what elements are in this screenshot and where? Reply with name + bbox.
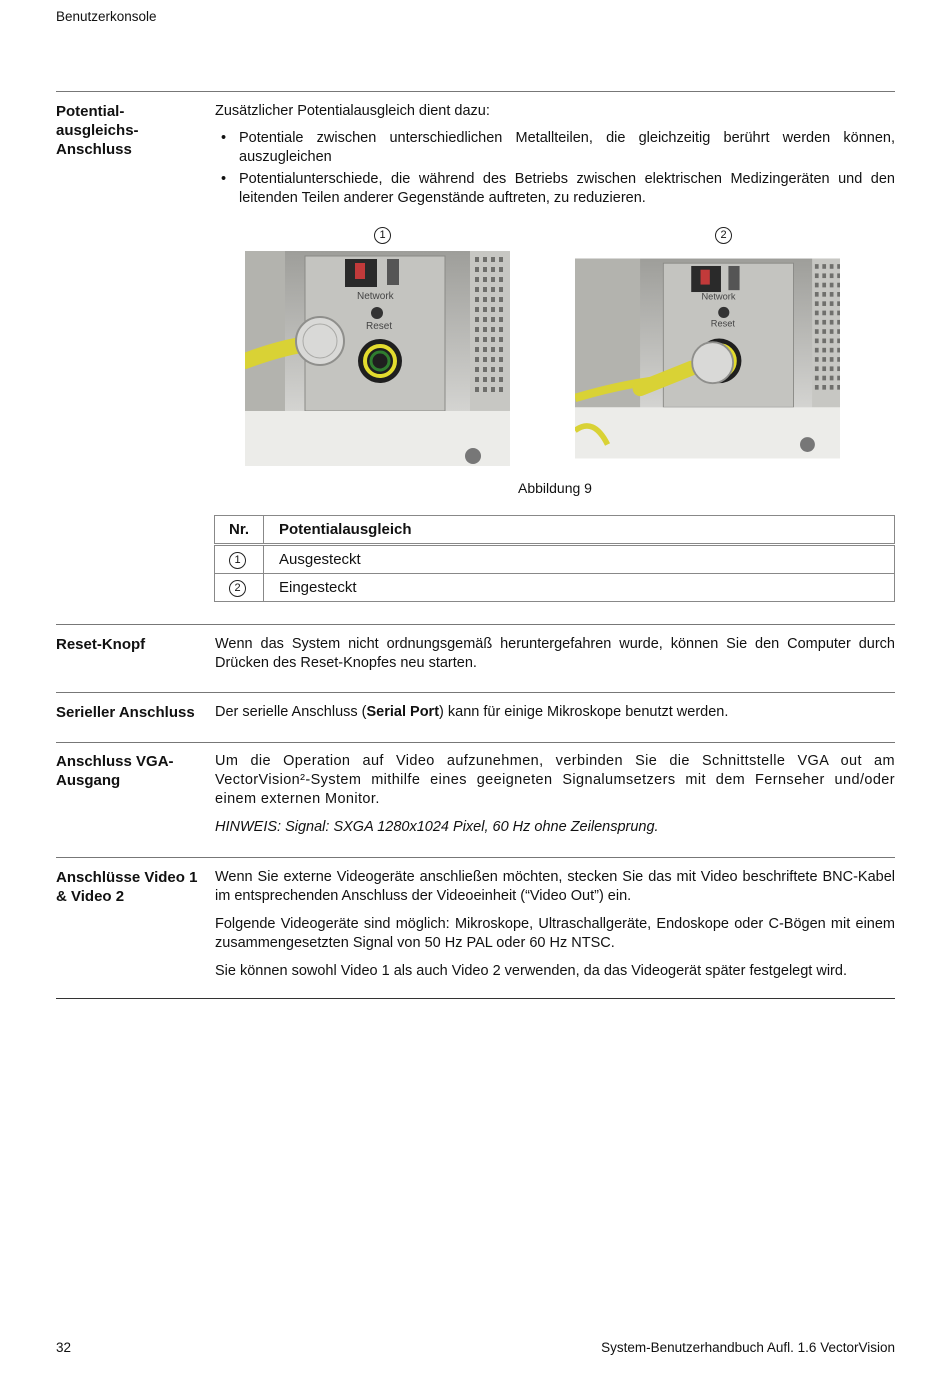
- serial-text: Der serielle Anschluss (Serial Port) kann für einige Mikroskope benutzt werden.: [215, 704, 729, 720]
- vent-hole: [815, 301, 819, 306]
- table-cell-text: Eingesteckt: [264, 574, 895, 602]
- vent-hole: [837, 376, 840, 381]
- section-end-divider: [56, 998, 895, 999]
- video-paragraph: Wenn Sie externe Videogeräte anschließen möchten, stecken Sie das mit Video beschriftete BNC-Kabel im entsprechenden Anschluss der Videoeinheit (“Video Out”) ein.: [215, 869, 895, 904]
- vent-hole: [475, 257, 479, 262]
- vent-hole: [499, 277, 503, 282]
- vent-hole: [815, 320, 819, 325]
- section-label-vga: [56, 752, 206, 790]
- table-row: [215, 545, 895, 574]
- photo-plugged: [575, 251, 840, 466]
- section-body-reset: [215, 635, 895, 673]
- section-divider: [56, 692, 895, 693]
- vent-hole: [483, 307, 487, 312]
- vent-hole: [499, 307, 503, 312]
- vent-hole: [830, 329, 834, 334]
- table-header-nr: Nr.: [215, 516, 264, 545]
- vent-hole: [491, 287, 495, 292]
- side-port: [387, 259, 399, 285]
- vent-hole: [815, 273, 819, 278]
- ground-plug-inserted: [692, 342, 733, 383]
- vent-hole: [815, 283, 819, 288]
- vent-hole: [830, 301, 834, 306]
- page-number: 32: [56, 1340, 72, 1355]
- vent-hole: [822, 329, 826, 334]
- label-line: Potential-: [56, 103, 125, 120]
- vent-hole: [483, 277, 487, 282]
- vent-hole: [491, 357, 495, 362]
- vent-hole: [475, 267, 479, 272]
- vent-hole: [830, 311, 834, 316]
- vent-hole: [499, 297, 503, 302]
- vga-text: Um die Operation auf Video aufzunehmen, verbinden Sie die Schnittstelle VGA out am VectorVision²-System mithilfe eines geeigneten Signalumsetzers mit dem Fernseher und/oder einem externen Monitor.: [215, 753, 895, 807]
- vent-hole: [499, 327, 503, 332]
- vent-hole: [830, 264, 834, 269]
- video-paragraph: Folgende Videogeräte sind möglich: Mikroskope, Ultraschallgeräte, Endoskope oder C-Bögen mit einem zusammengesetzten Signal von 50 Hz PAL oder 60 Hz NTSC.: [215, 916, 895, 951]
- vent-hole: [483, 257, 487, 262]
- screw: [465, 448, 481, 464]
- vent-hole: [830, 376, 834, 381]
- network-label: Network: [357, 291, 394, 302]
- screw: [800, 437, 815, 452]
- vent-hole: [491, 297, 495, 302]
- vent-hole: [830, 320, 834, 325]
- vent-hole: [830, 339, 834, 344]
- vent-hole: [483, 297, 487, 302]
- vent-hole: [499, 377, 503, 382]
- table-cell-nr: [215, 545, 264, 574]
- vent-hole: [483, 367, 487, 372]
- vent-hole: [822, 339, 826, 344]
- section-body-potential: [215, 102, 895, 211]
- port-plate: [663, 263, 793, 407]
- panel-edge: [245, 251, 285, 411]
- manual-title: System-Benutzerhandbuch Aufl. 1.6 VectorVision: [601, 1340, 895, 1355]
- reset-text: Wenn das System nicht ordnungsgemäß heruntergefahren wurde, können Sie den Computer durch Drücken des Reset-Knopfes neu starten.: [215, 636, 895, 671]
- vent-hole: [483, 357, 487, 362]
- network-label: Network: [701, 291, 736, 302]
- side-port: [728, 266, 739, 290]
- potential-table: [214, 515, 895, 602]
- video-paragraph: Sie können sowohl Video 1 als auch Video 2 verwenden, da das Videogerät später festgelegt wird.: [215, 963, 847, 979]
- vent-hole: [491, 327, 495, 332]
- vent-hole: [815, 292, 819, 297]
- vent-hole: [815, 357, 819, 362]
- photo-unplugged: [245, 251, 510, 466]
- figure-caption: Abbildung 9: [518, 480, 592, 496]
- vent-hole: [499, 257, 503, 262]
- reset-button: [718, 307, 729, 318]
- vent-hole: [830, 385, 834, 390]
- vent-hole: [822, 366, 826, 371]
- vent-hole: [837, 339, 840, 344]
- section-body-vga: [215, 752, 895, 837]
- vent-hole: [491, 267, 495, 272]
- vent-hole: [837, 320, 840, 325]
- vent-hole: [475, 287, 479, 292]
- vent-hole: [483, 327, 487, 332]
- vent-hole: [499, 267, 503, 272]
- vent-hole: [475, 307, 479, 312]
- vent-hole: [822, 320, 826, 325]
- vent-hole: [499, 287, 503, 292]
- section-label-reset: Reset-Knopf: [56, 636, 146, 653]
- reset-label: Reset: [710, 318, 736, 329]
- intro-text: Zusätzlicher Potentialausgleich dient dazu:: [215, 103, 490, 119]
- vent-hole: [483, 287, 487, 292]
- vent-hole: [830, 283, 834, 288]
- bullet-item: • Potentiale zwischen unterschiedlichen Metallteilen, die gleichzeitig berührt werden können, auszugleichen: [215, 129, 895, 167]
- vent-hole: [491, 317, 495, 322]
- vent-hole: [483, 317, 487, 322]
- vent-hole: [499, 357, 503, 362]
- reset-button: [371, 307, 383, 319]
- vent-hole: [499, 367, 503, 372]
- section-label-potential: [56, 102, 206, 159]
- table-header-potential: Potentialausgleich: [264, 516, 895, 545]
- vent-hole: [483, 377, 487, 382]
- figure-marker-2: 2: [715, 227, 732, 244]
- number-circle: 1: [229, 552, 246, 569]
- vent-hole: [822, 348, 826, 353]
- network-led: [701, 270, 710, 285]
- section-divider: [56, 857, 895, 858]
- vent-hole: [815, 366, 819, 371]
- network-led: [355, 263, 365, 279]
- table-cell-text: Ausgesteckt: [264, 545, 895, 574]
- vent-hole: [475, 387, 479, 392]
- section-divider: [56, 742, 895, 743]
- vent-hole: [483, 387, 487, 392]
- bullet-item: • Potentialunterschiede, die während des Betriebs zwischen elektrischen Medizingeräten und den leitenden Teilen anderer Gegenstände auftreten, zu reduzieren.: [215, 170, 895, 208]
- vent-hole: [837, 292, 840, 297]
- vga-note: HINWEIS: Signal: SXGA 1280x1024 Pixel, 60 Hz ohne Zeilensprung.: [215, 819, 659, 835]
- vent-hole: [837, 301, 840, 306]
- vent-hole: [483, 337, 487, 342]
- vent-hole: [491, 257, 495, 262]
- label-line: & Video 2: [56, 888, 125, 905]
- vent-hole: [815, 376, 819, 381]
- vent-hole: [837, 311, 840, 316]
- vent-hole: [475, 357, 479, 362]
- label-line: Anschluss: [56, 141, 132, 158]
- vent-hole: [837, 357, 840, 362]
- section-body-serial: [215, 703, 895, 722]
- vent-hole: [815, 348, 819, 353]
- figure-marker-1: 1: [374, 227, 391, 244]
- vent-hole: [822, 385, 826, 390]
- number-circle: 2: [229, 580, 246, 597]
- table-header-row: [215, 516, 895, 545]
- vent-hole: [815, 339, 819, 344]
- section-divider: [56, 91, 895, 92]
- vent-hole: [822, 292, 826, 297]
- vent-hole: [830, 348, 834, 353]
- table-row: [215, 574, 895, 602]
- vent-hole: [815, 264, 819, 269]
- vent-hole: [830, 357, 834, 362]
- vent-hole: [491, 347, 495, 352]
- vent-hole: [475, 377, 479, 382]
- vent-hole: [837, 329, 840, 334]
- section-label-serial: Serieller Anschluss: [56, 704, 195, 721]
- vent-hole: [499, 337, 503, 342]
- serial-port-term: Serial Port: [366, 704, 440, 720]
- running-head: Benutzerkonsole: [56, 9, 157, 24]
- vent-hole: [491, 337, 495, 342]
- vent-hole: [822, 301, 826, 306]
- vent-hole: [815, 311, 819, 316]
- vent-hole: [837, 348, 840, 353]
- vent-hole: [822, 273, 826, 278]
- vent-hole: [475, 297, 479, 302]
- vent-hole: [491, 367, 495, 372]
- section-body-video: [215, 868, 895, 981]
- vent-hole: [499, 347, 503, 352]
- vent-hole: [830, 366, 834, 371]
- vent-hole: [822, 283, 826, 288]
- label-line: Anschlüsse Video 1: [56, 869, 198, 886]
- label-line: Ausgang: [56, 772, 121, 789]
- vent-hole: [491, 377, 495, 382]
- vent-hole: [822, 357, 826, 362]
- vent-hole: [475, 337, 479, 342]
- panel-base: [575, 407, 840, 458]
- label-line: Anschluss VGA-: [56, 753, 174, 770]
- label-line: ausgleichs-: [56, 122, 139, 139]
- vent-hole: [483, 347, 487, 352]
- vent-hole: [483, 267, 487, 272]
- bullet-list: [215, 129, 895, 208]
- vent-hole: [475, 367, 479, 372]
- reset-label: Reset: [366, 321, 393, 332]
- vent-hole: [822, 376, 826, 381]
- vent-hole: [815, 329, 819, 334]
- section-label-video: [56, 868, 206, 906]
- section-divider: [56, 624, 895, 625]
- vent-hole: [499, 317, 503, 322]
- vent-hole: [499, 387, 503, 392]
- vent-hole: [475, 347, 479, 352]
- vent-hole: [822, 311, 826, 316]
- vent-hole: [475, 327, 479, 332]
- vent-hole: [491, 277, 495, 282]
- vent-hole: [491, 387, 495, 392]
- vent-hole: [830, 273, 834, 278]
- vent-hole: [837, 366, 840, 371]
- vent-hole: [837, 283, 840, 288]
- vent-hole: [837, 264, 840, 269]
- vent-hole: [837, 385, 840, 390]
- table-cell-nr: [215, 574, 264, 602]
- vent-hole: [837, 273, 840, 278]
- vent-hole: [475, 277, 479, 282]
- vent-hole: [822, 264, 826, 269]
- vent-hole: [491, 307, 495, 312]
- vent-hole: [830, 292, 834, 297]
- vent-hole: [815, 385, 819, 390]
- vent-hole: [475, 317, 479, 322]
